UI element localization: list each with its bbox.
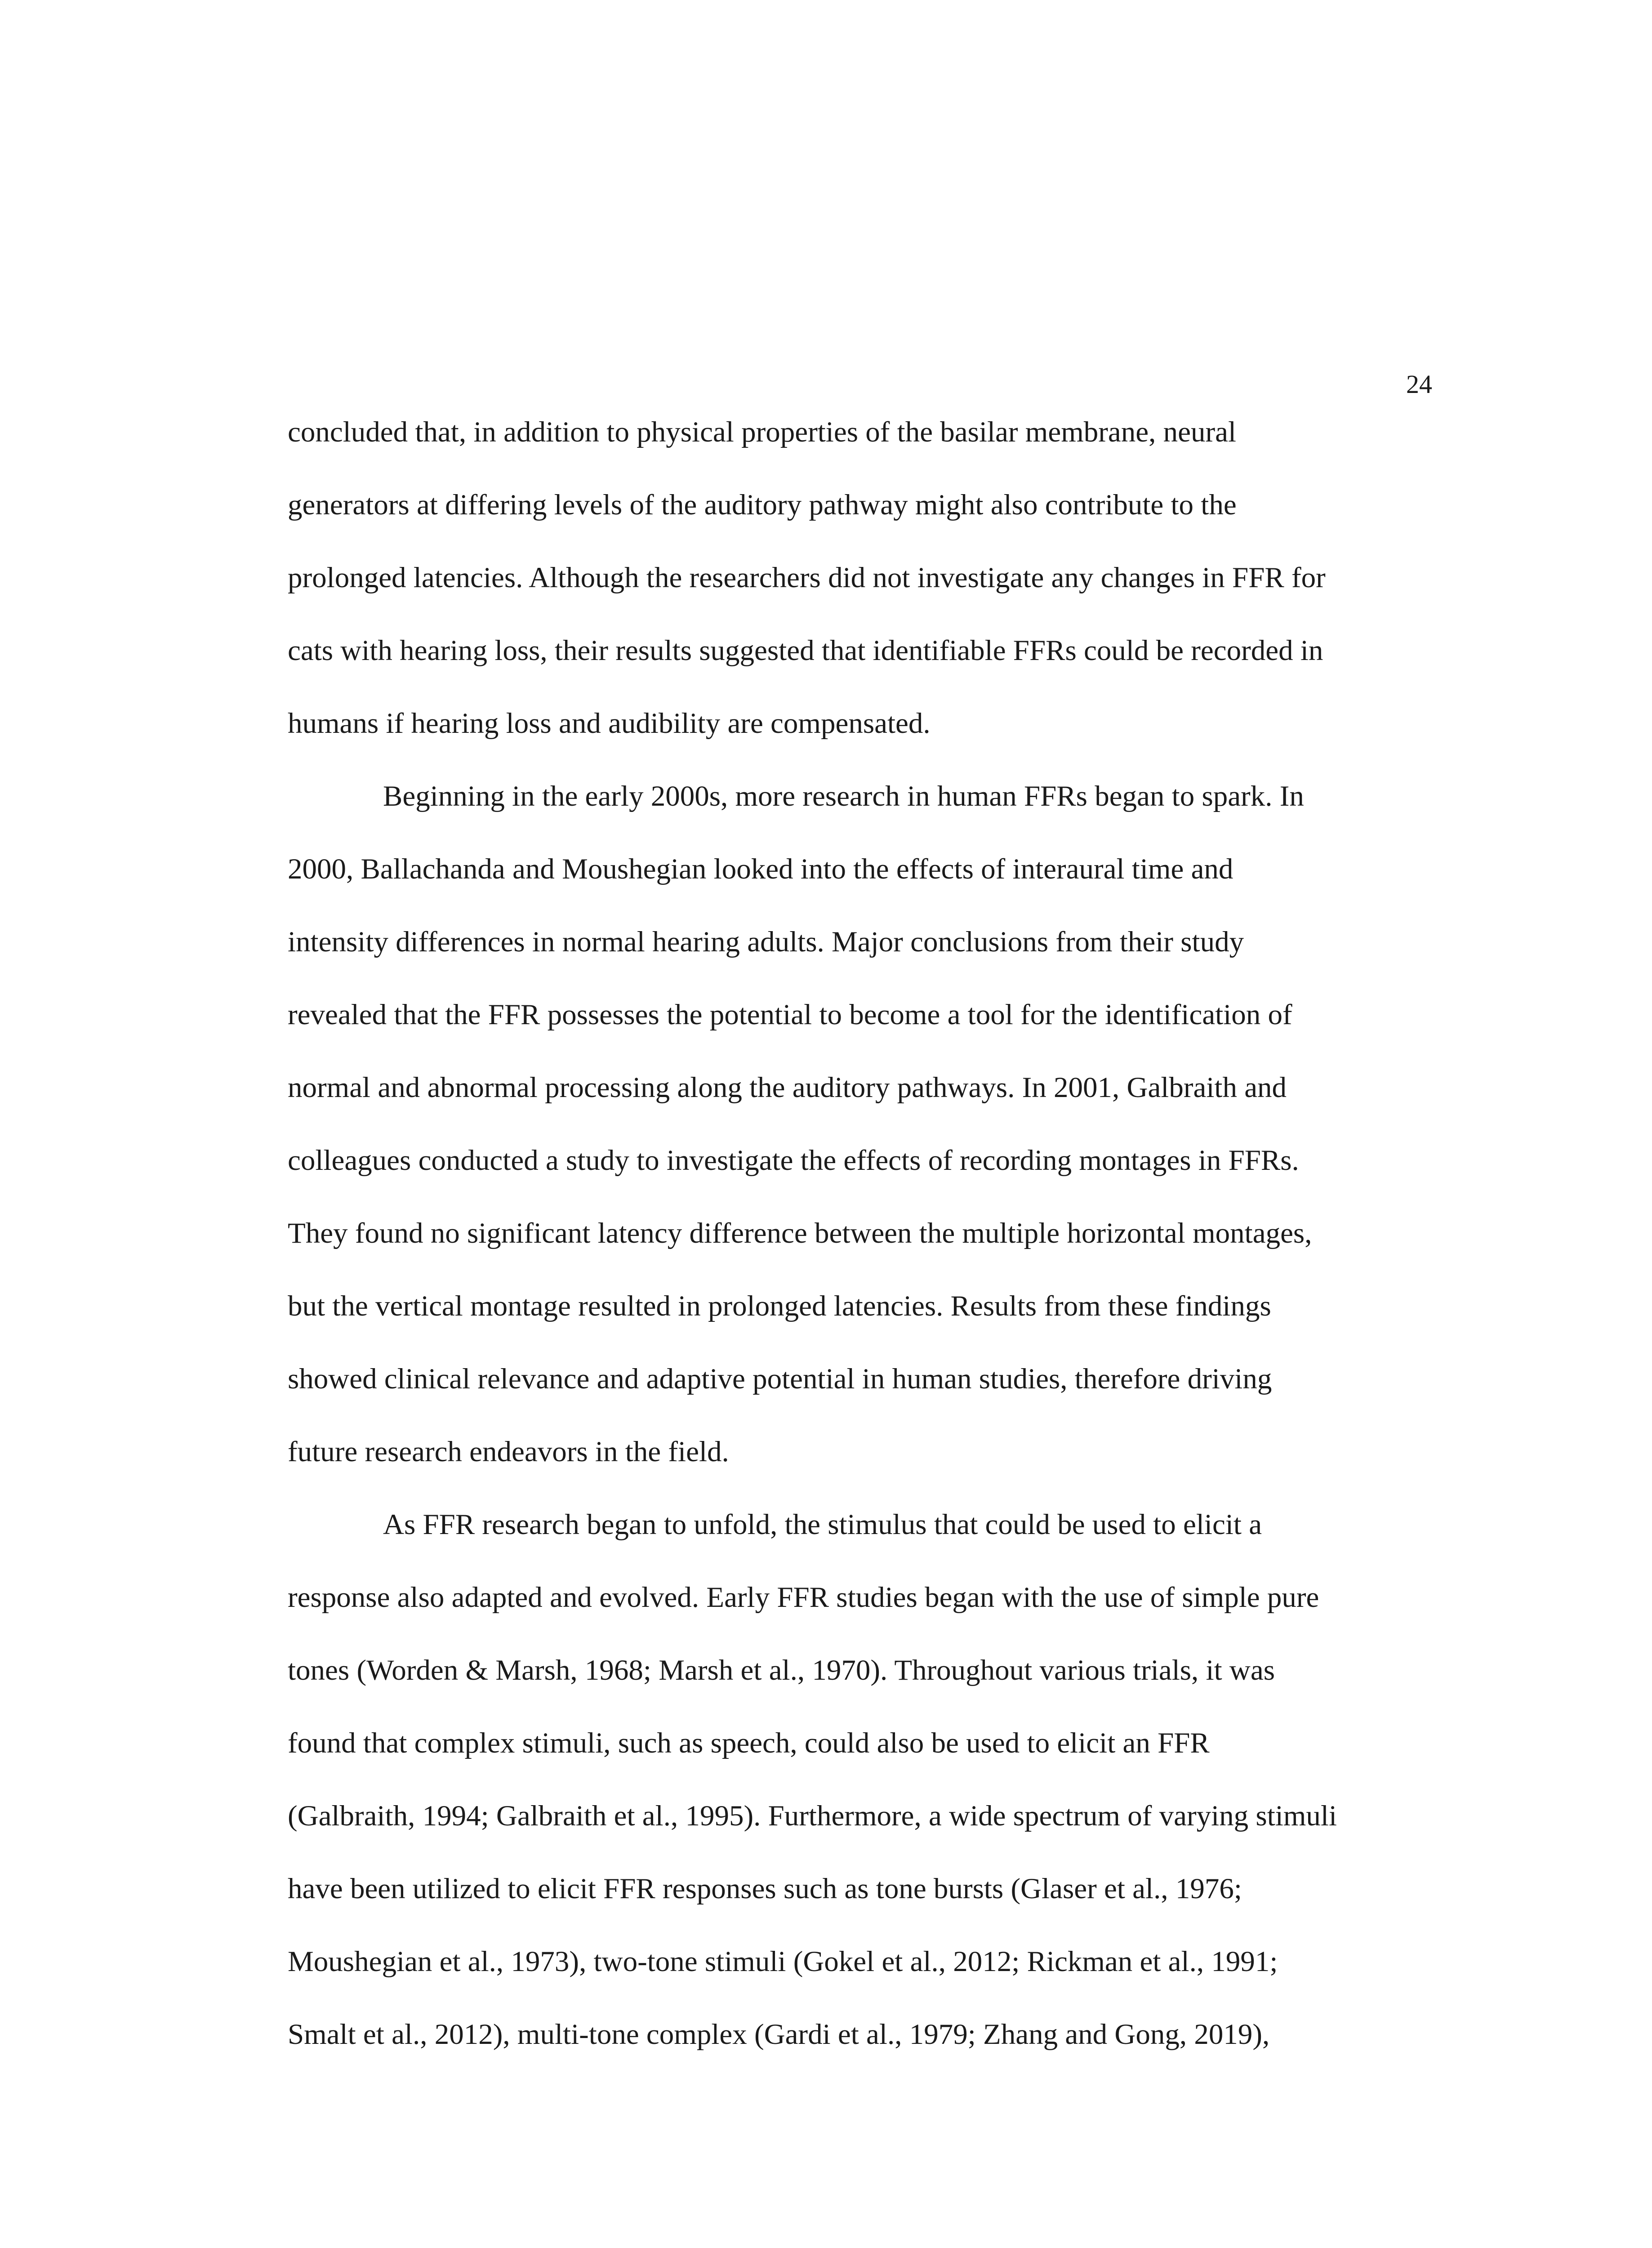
text-line: colleagues conducted a study to investigate the effects of recording montages in FFRs. [288,1144,1299,1177]
text-line: intensity differences in normal hearing adults. Major conclusions from their study [288,926,1244,958]
text-line: response also adapted and evolved. Early FFR studies began with the use of simple pure [288,1581,1319,1614]
text-line: 2000, Ballachanda and Moushegian looked into the effects of interaural time and [288,853,1233,885]
text-line: As FFR research began to unfold, the stimulus that could be used to elicit a [383,1508,1262,1541]
page-number: 24 [1406,370,1432,399]
text-line: concluded that, in addition to physical properties of the basilar membrane, neural [288,416,1237,448]
text-line: have been utilized to elicit FFR responses such as tone bursts (Glaser et al., 1976; [288,1873,1242,1905]
text-line: cats with hearing loss, their results suggested that identifiable FFRs could be recorded in [288,634,1323,667]
body-text [288,396,1456,2071]
text-line: They found no significant latency difference between the multiple horizontal montages, [288,1217,1312,1249]
text-line: prolonged latencies. Although the researchers did not investigate any changes in FFR for [288,562,1326,594]
text-line: showed clinical relevance and adaptive potential in human studies, therefore driving [288,1363,1272,1395]
text-line: generators at differing levels of the auditory pathway might also contribute to the [288,489,1237,521]
text-line: but the vertical montage resulted in prolonged latencies. Results from these findings [288,1290,1271,1322]
text-line: future research endeavors in the field. [288,1436,729,1468]
text-line: found that complex stimuli, such as speech, could also be used to elicit an FFR [288,1727,1210,1759]
text-line: humans if hearing loss and audibility are compensated. [288,707,931,740]
text-line: Beginning in the early 2000s, more research in human FFRs began to spark. In [383,780,1304,812]
text-line: (Galbraith, 1994; Galbraith et al., 1995). Furthermore, a wide spectrum of varying stimuli [288,1800,1337,1832]
text-line: normal and abnormal processing along the auditory pathways. In 2001, Galbraith and [288,1071,1287,1104]
text-line: tones (Worden & Marsh, 1968; Marsh et al., 1970). Throughout various trials, it was [288,1654,1275,1686]
text-line: Smalt et al., 2012), multi-tone complex (Gardi et al., 1979; Zhang and Gong, 2019), [288,2018,1270,2051]
text-line: revealed that the FFR possesses the potential to become a tool for the identification of [288,999,1292,1031]
text-line: Moushegian et al., 1973), two-tone stimuli (Gokel et al., 2012; Rickman et al., 1991; [288,1945,1278,1978]
